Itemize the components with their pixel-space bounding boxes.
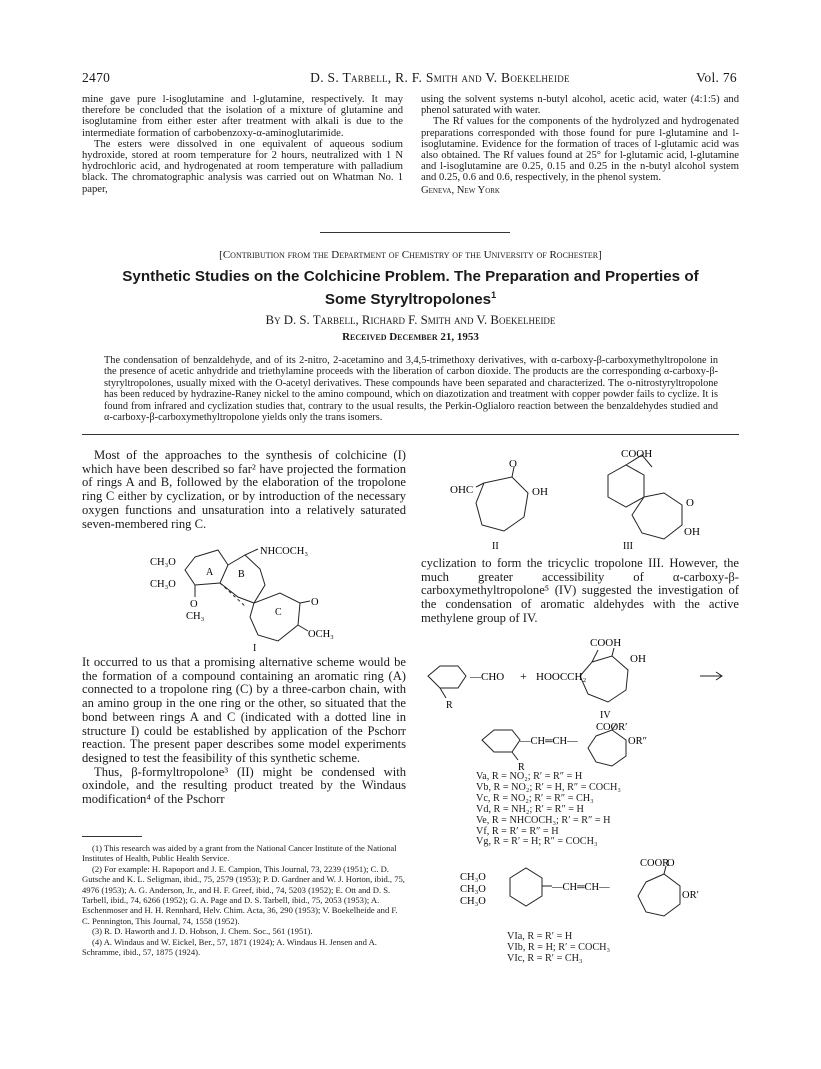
tropolone-ring-IV: [580, 656, 628, 702]
footnotes: [82, 843, 406, 957]
structure-VI: [460, 852, 740, 928]
body-paragraph-1: [82, 449, 406, 531]
ring-a-label: A: [206, 567, 214, 578]
oxygen-label: O: [311, 597, 319, 608]
paragraph: The esters were dissolved in one equivalent of aqueous sodium hydroxide, stored at room temperature for 2 hours, neutralized with 1 N hydrochloric acid, and hydrogenated at room temperature with palladium black. The chromatographic analysis was carried out on Whatman No. 1 paper,: [82, 138, 403, 195]
r-bond: [512, 752, 518, 760]
structure-I: [150, 545, 380, 655]
or2-label: OR″: [628, 736, 647, 747]
benzene-ring: [510, 868, 542, 906]
list-item: Va, R = NO₂; R′ = R″ = H: [476, 771, 583, 782]
footnote-rule: [82, 836, 142, 837]
nhcoch3-label: NHCOCH₃: [260, 546, 308, 557]
reaction-arrow: [700, 672, 722, 680]
ch3-label: CH₃: [186, 611, 205, 622]
oh-label: OH: [684, 526, 700, 538]
paragraph: cyclization to form the tricyclic tropolone III. However, the much greater accessibility of α-carboxy-β-carboxymethyltropolone⁵ (IV) suggested the investigation of the condensation of aromatic aldehydes with the active methylene group of IV.: [421, 556, 739, 625]
footnote: (1) This research was aided by a grant from the National Cancer Institute of the National Institutes of Health, Public Health Service.: [82, 843, 397, 864]
cooh-label: COOH: [621, 448, 653, 460]
compound-label-IV: IV: [600, 710, 611, 721]
paragraph: The Rf values for the components of the hydrolyzed and hydrogenated preparations corresponded with those found for pure l-glutamine and l-isoglutamine. Evidence for the formation of traces of l-glutamic acid was also obtained. The Rf values found at 25° for l-glutamic acid, l-glutamine and l-isoglutamine are 0.25, 0.15 and 0.25 in the n-butyl alcohol system and 0.25, 0.6 and 0.6, respectively, in the phenol system.: [421, 116, 739, 184]
plus-sign: +: [520, 669, 527, 683]
ch-eq-ch-label: —CH═CH—: [520, 736, 578, 747]
footnote: (4) A. Windaus and W. Eickel, Ber., 57, 1871 (1924); A. Windaus H. Jensen and A. Schramme, ibid., 57, 1875 (1924).: [82, 936, 377, 958]
list-item: VIb, R = H; R′ = COCH₃: [507, 941, 611, 953]
title-line-2: [82, 286, 739, 309]
compound-list-V: [476, 772, 621, 848]
compound-label-I: I: [253, 643, 257, 654]
coor-label: COOR: [640, 858, 670, 869]
tropolone-ring-VI: [638, 874, 680, 916]
paragraph: Most of the approaches to the synthesis of colchicine (I) which have been described so far² have projected the formation of rings A and B, followed by the elaboration of the tropolone ring C either by cyclization, or by introduction of the necessary oxygen functions and unsaturation into a relatively saturated seven-membered ring C.: [82, 448, 406, 531]
title-footnote-mark: 1: [491, 290, 497, 300]
oh-label: OH: [532, 486, 548, 498]
oxygen-label: O: [190, 599, 198, 610]
oh-label: OH: [630, 653, 646, 665]
r-bond: [440, 688, 446, 698]
page-number: 2470: [82, 70, 111, 85]
divider: [82, 434, 739, 435]
r-label: R: [446, 700, 453, 711]
ch3o-label: CH₃O: [150, 557, 176, 568]
och3-label: OCH₃: [308, 629, 334, 640]
ch-eq-ch-label: —CH═CH—: [552, 882, 610, 893]
ch3o-label: CH₃O: [150, 579, 176, 590]
oxygen-label: O: [667, 858, 675, 869]
compound-list-VI: [507, 932, 610, 965]
ch3o-label: CH₃O: [460, 896, 486, 907]
tropolone-ring-II: [476, 477, 528, 531]
oxygen-label: O: [509, 458, 517, 470]
coor-prime-label: COOR′: [596, 722, 628, 733]
list-item: Ve, R = NHCOCH₃; R′ = R″ = H: [476, 814, 611, 826]
top-left-column: [82, 94, 403, 195]
tropolone-ring-V: [588, 730, 626, 766]
running-head-authors: D. S. Tarbell, R. F. Smith and V. Boekelheide: [310, 70, 570, 85]
ohc-label: OHC: [450, 484, 474, 496]
list-item: Vb, R = NO₂; R′ = H, R″ = COCH₃: [476, 781, 621, 793]
ch3o-label: CH₃O: [460, 872, 486, 883]
methoxy-bond: [298, 625, 308, 631]
top-right-column: [421, 94, 739, 196]
volume-label: Vol. 76: [696, 70, 737, 85]
footnote: (3) R. D. Haworth and J. D. Hobson, J. Chem. Soc., 561 (1951).: [92, 926, 313, 937]
title-line-2-text: Some Styryltropolones: [324, 291, 492, 309]
hoocch2-label: HOOCCH₂: [536, 671, 587, 683]
cho-label: —CHO: [470, 671, 505, 683]
paragraph: using the solvent systems n-butyl alcohol, acetic acid, water (4:1:5) and phenol saturated with water.: [421, 94, 739, 117]
body-paragraph-right: [421, 557, 739, 626]
divider: [320, 232, 510, 233]
byline: By D. S. Tarbell, Richard F. Smith and V. Boekelheide: [265, 313, 556, 327]
received-date: Received December 21, 1953: [342, 331, 479, 343]
ring-b-label: B: [238, 569, 245, 580]
structure-V: [476, 722, 716, 772]
nh-bond: [245, 549, 258, 555]
benzene-ring: [428, 666, 466, 688]
compound-label-II: II: [492, 541, 499, 552]
carbonyl-bond: [300, 601, 310, 603]
list-item: VIa, R = R′ = H: [507, 931, 573, 942]
paragraph: Thus, β-formyltropolone³ (II) might be condensed with oxindole, and the resulting product treated by the Windaus modification⁴ of the Pschorr: [82, 764, 406, 807]
list-item: Vd, R = NH₂; R′ = R″ = H: [476, 803, 584, 815]
paragraph: It occurred to us that a promising alternative scheme would be the formation of a compound containing an aromatic ring (A) connected to a tropolone ring (C) by a three-carbon chain, with an amino group in the one ring or the other, so situated that the bond between rings A and C (indicated with a dotted line in structure I) could be established by application of the Pschorr reaction. The present paper describes some model experiments designed to test the feasibility of this synthetic scheme.: [82, 655, 406, 765]
structures-II-III: [420, 445, 740, 553]
compound-label-III: III: [623, 541, 633, 552]
article-title: [82, 268, 739, 309]
list-item: Vg, R = R′ = H; R″ = COCH₃: [476, 836, 598, 848]
or1-label: OR′: [682, 890, 699, 901]
abstract: The condensation of benzaldehyde, and of its 2-nitro, 2-acetamino and 3,4,5-trimethoxy derivatives, with α-carboxy-β-carboxymethyltropolone in the presence of acetic anhydride and triethylamine proceeds with the liberation of carbon dioxide. The products are the corresponding α-carboxy-β-styryltropolones, usually mixed with the O-acetyl derivatives. These compounds have been separated and characterized. The o-nitrostyryltropolone has been reduced by hydrazine-Raney nickel to the amino compound, which on diazotization and treatment with copper powder fails to cyclize. It is found from infrared and cyclization studies that, contrary to the usual results, the Perkin-Oglialoro reaction between the benzaldehydes studied and α-carboxy-β-carboxymethyltropolone yields only the trans isomers.: [104, 355, 718, 424]
r-label: R: [518, 762, 525, 772]
paragraph: mine gave pure l-isoglutamine and l-glutamine, respectively. It may therefore be concluded that the isolation of a mixture of glutamine and isoglutamine from either ester after treatment with alkali is due to the intermediate formation of carbobenzoxy-α-aminoglutarimide.: [82, 94, 403, 139]
ring-c-label: C: [275, 607, 282, 618]
benzene-ring-III: [608, 465, 644, 507]
cooh-label: COOH: [590, 637, 622, 649]
body-paragraph-2: [82, 656, 406, 807]
contribution-line: [Contribution from the Department of Chemistry of the University of Rochester]: [219, 249, 602, 261]
list-item: VIc, R = R′ = CH₃: [507, 952, 583, 964]
list-item: Vf, R = R′ = R″ = H: [476, 825, 559, 837]
reaction-scheme-IV: [420, 632, 740, 722]
ring-b-bond: [220, 583, 254, 603]
ch3o-label: CH₃O: [460, 884, 486, 895]
oxygen-label: O: [686, 497, 694, 509]
footnote: (2) For example: H. Rapoport and J. E. Campion, This Journal, 73, 2239 (1951); C. D. Gutsche and K. L. Seligman, ibid., 75, 2579 (1953); P. D. Gardner and W. J. Horton, ibid., 75, 4976 (1953); A. G. Anderson, Jr., and H. F. Greef, ibid., 74, 5203 (1952); E. Ott and D. S. Tarbell, ibid., 74, 6266 (1952); G. A. Page and D. S. Tarbell, ibid., 75, 2053 (1953); A. Eschenmoser and H. H. Rennhard, Helv. Chim. Acta, 36, 290 (1953); V. Boekelheide and F. C. Pennington, This Journal, 74, 1558 (1952).: [82, 863, 405, 926]
location: Geneva, New York: [421, 184, 500, 196]
title-line-1: Synthetic Studies on the Colchicine Problem. The Preparation and Properties of: [122, 268, 699, 285]
list-item: Vc, R = NO₂; R′ = R″ = CH₃: [476, 792, 594, 804]
benzene-ring: [482, 730, 520, 752]
carbonyl-bond: [612, 648, 614, 656]
